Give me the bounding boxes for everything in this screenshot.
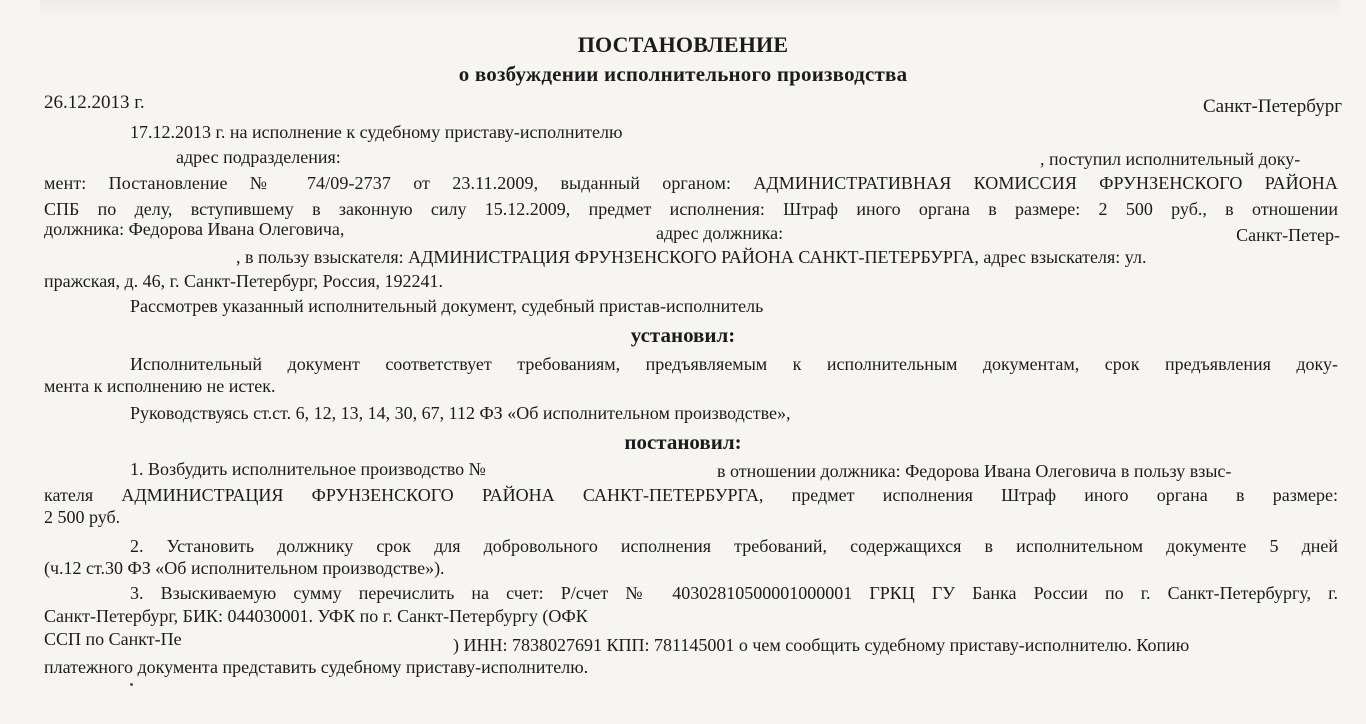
resolved-p3-line-1: 3. Взыскиваемую сумму перечислить на счет: Р/счет № 40302810500001000001 ГРКЦ ГУ Банка России по г. Санкт-Петербургу, г. bbox=[130, 583, 1338, 603]
document-city: Санкт-Петербург bbox=[1202, 96, 1342, 117]
resolved-p3-line-3a: ССП по Санкт-Пе bbox=[44, 629, 182, 649]
established-heading: установил: bbox=[630, 323, 736, 347]
intro-line-5a: должника: Федорова Ивана Олеговича, bbox=[44, 219, 345, 239]
intro-line-6: , в пользу взыскателя: АДМИНИСТРАЦИЯ ФРУНЗЕНСКОГО РАЙОНА САНКТ-ПЕТЕРБУРГА, адрес взыскателя: ул. bbox=[236, 247, 1147, 267]
resolved-p1-line-1a: 1. Возбудить исполнительное производство № bbox=[130, 459, 486, 479]
resolved-p3-line-4: платежного документа представить судебному приставу-исполнителю. bbox=[44, 657, 589, 677]
document-date: 26.12.2013 г. bbox=[44, 92, 145, 113]
resolved-p3-line-2: Санкт-Петербург, БИК: 044030001. УФК по г. Санкт-Петербургу (ОФК bbox=[44, 606, 588, 626]
established-line-2: мента к исполнению не истек. bbox=[44, 376, 276, 396]
resolved-heading: постановил: bbox=[624, 430, 742, 454]
intro-line-1: 17.12.2013 г. на исполнение к судебному приставу-исполнителю bbox=[130, 122, 623, 142]
intro-line-2a: адрес подразделения: bbox=[176, 147, 341, 167]
intro-line-5b: адрес должника: bbox=[656, 223, 784, 243]
intro-line-3: мент: Постановление № 74/09-2737 от 23.11.2009, выданный органом: АДМИНИСТРАТИВНАЯ КОМИССИЯ ФРУНЗЕНСКОГО РАЙОНА bbox=[44, 173, 1338, 193]
resolved-p1-line-3: 2 500 руб. bbox=[44, 507, 121, 527]
intro-line-8: Рассмотрев указанный исполнительный документ, судебный пристав-исполнитель bbox=[130, 296, 764, 316]
intro-line-2b: , поступил исполнительный доку- bbox=[1040, 149, 1301, 169]
resolved-p1-line-2: кателя АДМИНИСТРАЦИЯ ФРУНЗЕНСКОГО РАЙОНА САНКТ-ПЕТЕРБУРГА, предмет исполнения Штраф иного органа в размере: bbox=[44, 485, 1338, 505]
established-line-3: Руководствуясь ст.ст. 6, 12, 13, 14, 30, 67, 112 ФЗ «Об исполнительном производстве», bbox=[130, 403, 791, 423]
ink-speck bbox=[130, 683, 133, 686]
document-subtitle: о возбуждении исполнительного производства bbox=[458, 62, 908, 86]
intro-line-5c: Санкт-Петер- bbox=[1236, 225, 1340, 245]
resolved-p2-line-1: 2. Установить должнику срок для добровольного исполнения требований, содержащихся в исполнительном документе 5 дней bbox=[130, 536, 1338, 556]
established-line-1: Исполнительный документ соответствует требованиям, предъявляемым к исполнительным документам, срок предъявления доку- bbox=[130, 354, 1338, 374]
bleed-through-text bbox=[40, 0, 1340, 18]
resolved-p1-line-1b: в отношении должника: Федорова Ивана Олеговича в пользу взыс- bbox=[717, 461, 1232, 481]
document-title: ПОСТАНОВЛЕНИЕ bbox=[577, 32, 789, 57]
intro-line-7: пражская, д. 46, г. Санкт-Петербург, Россия, 192241. bbox=[44, 271, 444, 291]
resolved-p3-line-3b: ) ИНН: 7838027691 КПП: 781145001 о чем сообщить судебному приставу-исполнителю. Копию bbox=[453, 635, 1190, 655]
resolved-p2-line-2: (ч.12 ст.30 ФЗ «Об исполнительном производстве»). bbox=[44, 558, 445, 578]
intro-line-4: СПБ по делу, вступившему в законную силу 15.12.2009, предмет исполнения: Штраф иного органа в размере: 2 500 руб., в отношении bbox=[44, 199, 1338, 219]
